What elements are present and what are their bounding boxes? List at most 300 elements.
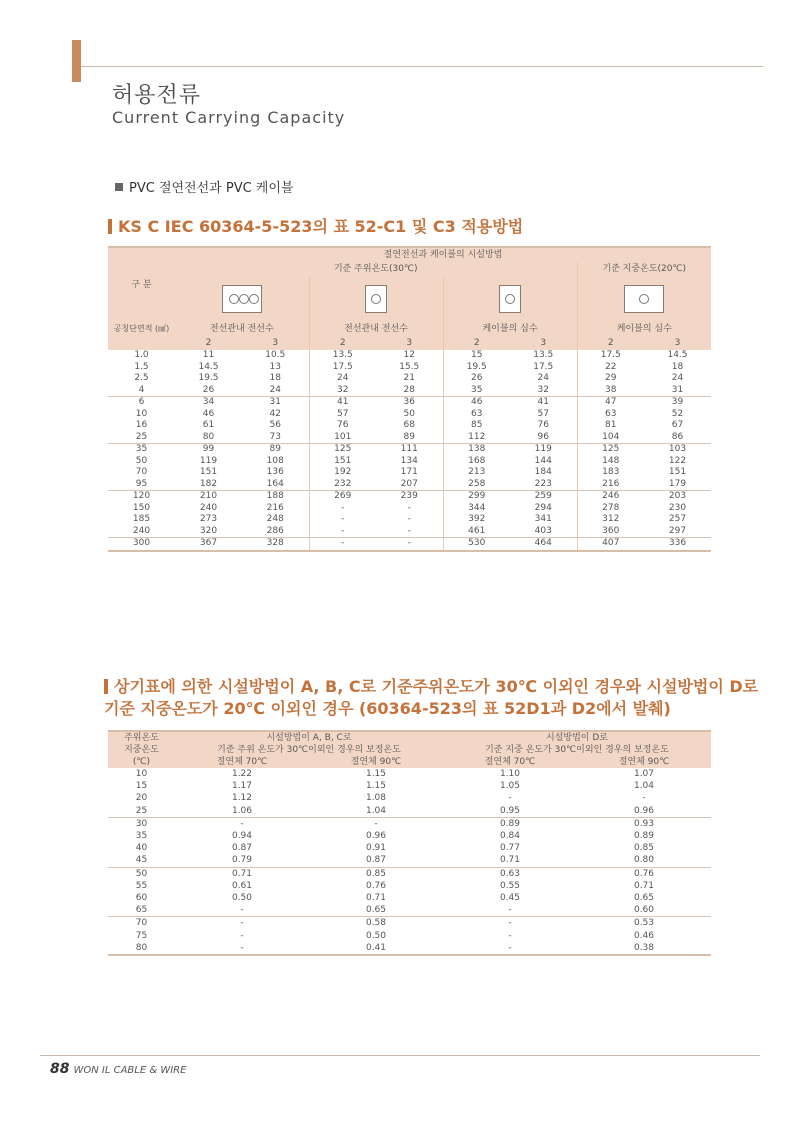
temperature-cell: 75 bbox=[135, 930, 148, 941]
ampacity-cell: 344 bbox=[468, 502, 486, 513]
cable-in-wall-icon bbox=[222, 285, 262, 313]
factor-cell: 0.87 bbox=[365, 855, 387, 866]
table-row bbox=[108, 854, 711, 867]
insul-label: 절연체 70℃ bbox=[175, 756, 309, 768]
temperature-cell: 45 bbox=[135, 855, 148, 866]
ampacity-cell: 103 bbox=[644, 444, 711, 456]
temperature-cell: 25 bbox=[135, 805, 148, 816]
ampacity-cell: 216 bbox=[602, 478, 620, 489]
ampacity-cell: 134 bbox=[376, 456, 443, 468]
ampacity-cell: 13.5 bbox=[332, 350, 353, 360]
factor-cell: 0.60 bbox=[633, 905, 655, 916]
ampacity-cell: 24 bbox=[510, 373, 577, 385]
ampacity-cell: 125 bbox=[577, 444, 644, 456]
ampacity-cell: 232 bbox=[334, 478, 352, 489]
core-count: 3 bbox=[510, 336, 577, 350]
factor-cell: 1.05 bbox=[499, 781, 521, 792]
ampacity-cell: 216 bbox=[242, 503, 309, 515]
factor-cell: 0.71 bbox=[499, 855, 521, 866]
core-count: 2 bbox=[443, 336, 510, 350]
ampacity-cell: 184 bbox=[510, 467, 577, 479]
ampacity-cell: 14.5 bbox=[667, 350, 688, 360]
table-row bbox=[108, 514, 711, 526]
area-cell: 50 bbox=[135, 455, 148, 466]
ampacity-cell: 183 bbox=[602, 467, 620, 477]
ampacity-cell: 85 bbox=[471, 420, 483, 430]
insul-label: 절연체 70℃ bbox=[443, 756, 577, 768]
ampacity-cell: 179 bbox=[668, 478, 687, 489]
ampacity-cell: 168 bbox=[468, 455, 486, 466]
ampacity-cell: 171 bbox=[376, 467, 443, 479]
ampacity-cell: 125 bbox=[309, 444, 376, 456]
ampacity-cell: 530 bbox=[443, 538, 510, 551]
ampacity-cell: 61 bbox=[202, 420, 215, 430]
factor-cell: 0.89 bbox=[443, 817, 577, 830]
ampacity-cell: - bbox=[341, 502, 345, 513]
factor-cell: 0.65 bbox=[633, 893, 655, 904]
ampacity-cell: 18 bbox=[671, 361, 684, 372]
header-ambient-30: 기준 주위온도(30℃) bbox=[175, 262, 577, 276]
ampacity-cell: 42 bbox=[242, 409, 309, 421]
factor-cell: 0.46 bbox=[633, 930, 655, 941]
ampacity-cell: 26 bbox=[202, 384, 215, 395]
factor-cell: 0.77 bbox=[499, 843, 521, 854]
ampacity-cell: 11 bbox=[202, 350, 215, 360]
area-cell: 16 bbox=[135, 420, 148, 430]
factor-cell: 0.91 bbox=[365, 843, 387, 854]
header-install-method: 절연전선과 케이블의 시설방법 bbox=[175, 247, 711, 262]
ampacity-cell: 80 bbox=[202, 431, 215, 442]
ampacity-cell: 111 bbox=[376, 444, 443, 456]
ampacity-cell: 299 bbox=[443, 491, 510, 503]
company-name: WON IL CABLE & WIRE bbox=[73, 1065, 187, 1076]
table-row bbox=[108, 362, 711, 374]
temperature-cell: 70 bbox=[108, 917, 175, 930]
ampacity-cell: 76 bbox=[510, 420, 577, 432]
ampacity-cell: 86 bbox=[671, 431, 684, 442]
core-count: 3 bbox=[376, 336, 443, 350]
area-cell: 2.5 bbox=[134, 373, 149, 383]
table-row bbox=[108, 930, 711, 942]
factor-cell: 0.71 bbox=[365, 893, 387, 904]
area-cell: 25 bbox=[135, 431, 148, 442]
factor-cell: 0.58 bbox=[309, 917, 443, 930]
table-row bbox=[108, 792, 711, 804]
ampacity-cell: 35 bbox=[471, 384, 483, 395]
factor-cell: 1.08 bbox=[365, 793, 387, 804]
ampacity-cell: 392 bbox=[468, 514, 486, 524]
factor-cell: 0.85 bbox=[309, 867, 443, 880]
ampacity-cell: 17.5 bbox=[332, 361, 353, 372]
table-row bbox=[108, 491, 711, 503]
ampacity-cell: 273 bbox=[199, 514, 218, 524]
factor-cell: 0.38 bbox=[577, 942, 711, 955]
temperature-cell: 20 bbox=[135, 793, 148, 804]
ampacity-cell: 56 bbox=[242, 420, 309, 432]
ampacity-cell: 188 bbox=[242, 491, 309, 503]
table2-heading: 상기표에 의한 시설방법이 A, B, C로 기준주위온도가 30℃ 이외인 경우와 시설방법이 D로 기준 지중온도가 20℃ 이외인 경우 (60364-523의 표 52D1과 D2에서 발췌) bbox=[104, 677, 759, 718]
footer bbox=[50, 1061, 186, 1077]
ampacity-cell: 136 bbox=[242, 467, 309, 479]
ampacity-cell: 81 bbox=[605, 420, 617, 430]
table-row bbox=[108, 432, 711, 444]
ampacity-cell: 239 bbox=[376, 491, 443, 503]
table-row bbox=[108, 817, 711, 830]
ampacity-cell: 240 bbox=[199, 502, 218, 513]
area-cell: 150 bbox=[132, 502, 151, 513]
abc-header: 시설방법이 A, B, C로 bbox=[175, 731, 443, 744]
ampacity-cell: 89 bbox=[242, 444, 309, 456]
ampacity-cell: 122 bbox=[668, 455, 687, 466]
factor-cell: 1.07 bbox=[633, 769, 655, 779]
ampacity-cell: 38 bbox=[605, 384, 617, 395]
factor-cell: - bbox=[508, 905, 512, 916]
factor-cell: 0.76 bbox=[577, 867, 711, 880]
ampacity-cell: 182 bbox=[199, 478, 218, 489]
table-row bbox=[108, 373, 711, 385]
ampacity-cell: 360 bbox=[602, 525, 620, 536]
area-cell: 240 bbox=[132, 525, 151, 536]
col-gubun: 구 분 bbox=[108, 247, 175, 322]
ampacity-cell: 461 bbox=[468, 525, 486, 536]
table-row bbox=[108, 942, 711, 955]
table-row bbox=[108, 780, 711, 792]
ampacity-cell: 15 bbox=[471, 350, 483, 360]
method-label: 전선관내 전선수 bbox=[175, 322, 309, 336]
ampacity-cell: - bbox=[309, 538, 376, 551]
ampacity-cell: 328 bbox=[242, 538, 309, 551]
insul-label: 절연체 90℃ bbox=[309, 756, 443, 768]
page-subtitle: Current Carrying Capacity bbox=[112, 108, 346, 127]
ampacity-cell: - bbox=[376, 514, 443, 526]
ampacity-cell: 210 bbox=[175, 491, 242, 503]
factor-cell: - bbox=[175, 942, 309, 955]
factor-cell: 1.17 bbox=[231, 781, 253, 792]
table-row bbox=[108, 538, 711, 551]
factor-cell: 1.22 bbox=[231, 769, 253, 779]
table1-heading: KS C IEC 60364-5-523의 표 52-C1 및 C3 적용방법 bbox=[108, 214, 523, 237]
ampacity-cell: 12 bbox=[376, 350, 443, 362]
ampacity-cell: 203 bbox=[644, 491, 711, 503]
ampacity-cell: 297 bbox=[668, 525, 687, 536]
factor-cell: - bbox=[508, 793, 512, 804]
temperature-cell: 80 bbox=[108, 942, 175, 955]
ampacity-cell: 47 bbox=[577, 397, 644, 409]
area-cell: 10 bbox=[135, 408, 148, 419]
ampacity-cell: 151 bbox=[199, 467, 218, 477]
correction-factor-table bbox=[108, 730, 711, 956]
ampacity-cell: 10.5 bbox=[242, 350, 309, 362]
table-row bbox=[108, 768, 711, 780]
ampacity-cell: 41 bbox=[309, 397, 376, 409]
core-count: 2 bbox=[577, 336, 644, 350]
ampacity-cell: 31 bbox=[671, 384, 684, 395]
heading-bar-icon bbox=[104, 679, 108, 694]
ampacity-cell: 119 bbox=[510, 444, 577, 456]
temperature-cell: 65 bbox=[135, 905, 148, 916]
ampacity-cell: 207 bbox=[376, 479, 443, 491]
core-count: 2 bbox=[309, 336, 376, 350]
ampacity-cell: 119 bbox=[199, 455, 218, 466]
table-row bbox=[108, 805, 711, 818]
factor-cell: 0.85 bbox=[633, 843, 655, 854]
heading-bar-icon bbox=[108, 219, 112, 234]
ampacity-cell: 24 bbox=[242, 385, 309, 397]
factor-cell: 0.53 bbox=[577, 917, 711, 930]
ampacity-cell: 13 bbox=[242, 362, 309, 374]
table-row bbox=[108, 409, 711, 421]
table-row bbox=[108, 503, 711, 515]
ampacity-cell: 24 bbox=[337, 373, 349, 383]
ampacity-cell: 336 bbox=[644, 538, 711, 551]
factor-cell: 0.96 bbox=[365, 831, 387, 842]
temperature-cell: 30 bbox=[108, 817, 175, 830]
factor-cell: - bbox=[642, 793, 646, 804]
ampacity-cell: 67 bbox=[671, 420, 684, 430]
ampacity-cell: 15.5 bbox=[376, 362, 443, 374]
factor-cell: - bbox=[175, 817, 309, 830]
ampacity-cell: 14.5 bbox=[198, 361, 219, 372]
ampacity-cell: 57 bbox=[510, 409, 577, 421]
area-cell: 300 bbox=[108, 538, 175, 551]
table-row bbox=[108, 420, 711, 432]
factor-cell: 0.76 bbox=[365, 880, 387, 891]
factor-cell: 1.06 bbox=[231, 805, 253, 816]
factor-cell: - bbox=[443, 917, 577, 930]
page-title: 허용전류 bbox=[112, 83, 202, 108]
factor-cell: 1.15 bbox=[365, 781, 387, 792]
ampacity-cell: 28 bbox=[376, 385, 443, 397]
ampacity-cell: 63 bbox=[471, 408, 483, 419]
ampacity-cell: 32 bbox=[337, 384, 349, 395]
factor-cell: 0.45 bbox=[499, 893, 521, 904]
ampacity-cell: 259 bbox=[510, 491, 577, 503]
ampacity-cell: 257 bbox=[668, 514, 687, 524]
insul-label: 절연체 90℃ bbox=[577, 756, 711, 768]
factor-cell: 0.65 bbox=[365, 905, 387, 916]
factor-cell: 0.50 bbox=[231, 893, 253, 904]
ampacity-cell: 286 bbox=[242, 526, 309, 538]
underground-cable-icon bbox=[624, 285, 664, 313]
ampacity-cell: 26 bbox=[471, 373, 483, 383]
factor-cell: - bbox=[240, 905, 244, 916]
ampacity-cell: 248 bbox=[242, 514, 309, 526]
ampacity-cell: 63 bbox=[605, 408, 617, 419]
factor-cell: 1.04 bbox=[365, 805, 387, 816]
ampacity-cell: 269 bbox=[309, 491, 376, 503]
ampacity-cell: 320 bbox=[199, 525, 218, 536]
table-row bbox=[108, 479, 711, 491]
core-count: 2 bbox=[175, 336, 242, 350]
ampacity-cell: - bbox=[376, 538, 443, 551]
table-row bbox=[108, 467, 711, 479]
ampacity-cell: 294 bbox=[510, 503, 577, 515]
factor-cell: 1.12 bbox=[231, 793, 253, 804]
section-label: PVC 절연전선과 PVC 케이블 bbox=[115, 177, 293, 196]
ampacity-cell: 164 bbox=[242, 479, 309, 491]
ampacity-cell: 89 bbox=[376, 432, 443, 444]
table-row bbox=[108, 880, 711, 892]
col-area: 공칭단면적 (㎟) bbox=[108, 322, 175, 336]
factor-cell: - bbox=[240, 930, 244, 941]
conduit-multi-icon bbox=[499, 285, 521, 313]
factor-cell: 0.61 bbox=[231, 880, 253, 891]
temperature-cell: 55 bbox=[135, 880, 148, 891]
temperature-cell: 40 bbox=[135, 843, 148, 854]
area-cell: 6 bbox=[108, 397, 175, 409]
ampacity-table bbox=[108, 246, 711, 552]
table-row bbox=[108, 842, 711, 854]
ampacity-cell: - bbox=[341, 514, 345, 524]
area-cell: 95 bbox=[135, 478, 148, 489]
table-row bbox=[108, 904, 711, 917]
area-cell: 1.0 bbox=[134, 350, 149, 360]
core-count: 3 bbox=[644, 336, 711, 350]
ampacity-cell: 76 bbox=[337, 420, 349, 430]
ampacity-cell: 13.5 bbox=[510, 350, 577, 362]
ampacity-cell: 148 bbox=[602, 455, 620, 466]
d-header: 시설방법이 D로 bbox=[443, 731, 711, 744]
ampacity-cell: 73 bbox=[242, 432, 309, 444]
ampacity-cell: 112 bbox=[468, 431, 486, 442]
ampacity-cell: 41 bbox=[510, 397, 577, 409]
factor-cell: 0.71 bbox=[633, 880, 655, 891]
col-temp-unit: (℃) bbox=[108, 756, 175, 768]
factor-cell: 1.15 bbox=[365, 769, 387, 779]
ampacity-cell: 50 bbox=[376, 409, 443, 421]
ampacity-cell: 17.5 bbox=[600, 350, 621, 360]
ampacity-cell: 29 bbox=[605, 373, 617, 383]
area-cell: 185 bbox=[132, 514, 151, 524]
ampacity-cell: 99 bbox=[175, 444, 242, 456]
ampacity-cell: 138 bbox=[443, 444, 510, 456]
factor-cell: 0.63 bbox=[443, 867, 577, 880]
core-count: 3 bbox=[242, 336, 309, 350]
ampacity-cell: 407 bbox=[577, 538, 644, 551]
d-header-sub: 기준 지중 온도가 30℃이외인 경우의 보정온도 bbox=[443, 744, 711, 756]
ampacity-cell: 31 bbox=[242, 397, 309, 409]
ampacity-cell: 19.5 bbox=[198, 373, 219, 383]
table-row bbox=[108, 867, 711, 880]
ampacity-cell: 17.5 bbox=[510, 362, 577, 374]
ampacity-cell: 57 bbox=[337, 408, 349, 419]
factor-cell: 0.71 bbox=[175, 867, 309, 880]
conduit-single-icon bbox=[365, 285, 387, 313]
area-cell: 4 bbox=[138, 384, 145, 395]
abc-header-sub: 기준 주위 온도가 30℃이외인 경우의 보정온도 bbox=[175, 744, 443, 756]
method-label: 케이블의 심수 bbox=[443, 322, 577, 336]
ampacity-cell: 312 bbox=[602, 514, 620, 524]
ampacity-cell: 144 bbox=[510, 456, 577, 468]
header-accent-bar bbox=[72, 40, 81, 82]
ampacity-cell: 403 bbox=[510, 526, 577, 538]
header-rule bbox=[81, 66, 763, 67]
method-label: 케이블의 심수 bbox=[577, 322, 711, 336]
ampacity-cell: 341 bbox=[510, 514, 577, 526]
table-row bbox=[108, 397, 711, 409]
footer-rule bbox=[40, 1055, 760, 1056]
ampacity-cell: 246 bbox=[577, 491, 644, 503]
header-ground-20: 기준 지중온도(20℃) bbox=[577, 262, 711, 276]
ampacity-cell: 19.5 bbox=[466, 361, 487, 372]
factor-cell: 0.96 bbox=[633, 805, 655, 816]
ampacity-cell: 24 bbox=[671, 373, 684, 383]
ampacity-cell: 34 bbox=[175, 397, 242, 409]
area-cell: 35 bbox=[108, 444, 175, 456]
ampacity-cell: 21 bbox=[376, 373, 443, 385]
ampacity-cell: 101 bbox=[334, 431, 352, 442]
factor-cell: - bbox=[175, 917, 309, 930]
factor-cell: 0.93 bbox=[577, 817, 711, 830]
square-bullet-icon bbox=[115, 183, 123, 191]
factor-cell: 0.41 bbox=[309, 942, 443, 955]
ampacity-cell: 46 bbox=[443, 397, 510, 409]
ampacity-cell: 18 bbox=[242, 373, 309, 385]
area-cell: 1.5 bbox=[134, 361, 149, 372]
ampacity-cell: 464 bbox=[510, 538, 577, 551]
ampacity-cell: 104 bbox=[602, 431, 620, 442]
table-row bbox=[108, 350, 711, 362]
area-cell: 120 bbox=[108, 491, 175, 503]
ampacity-cell: 278 bbox=[602, 502, 620, 513]
factor-cell: 0.50 bbox=[365, 930, 387, 941]
factor-cell: - bbox=[443, 942, 577, 955]
ampacity-cell: 36 bbox=[376, 397, 443, 409]
ampacity-cell: 46 bbox=[202, 408, 215, 419]
ampacity-cell: 258 bbox=[468, 478, 486, 489]
ampacity-cell: 96 bbox=[510, 432, 577, 444]
factor-cell: 0.84 bbox=[499, 831, 521, 842]
ampacity-cell: 32 bbox=[510, 385, 577, 397]
factor-cell: - bbox=[309, 817, 443, 830]
factor-cell: 1.04 bbox=[633, 781, 655, 792]
col-temp-label: 지중온도 bbox=[108, 744, 175, 756]
temperature-cell: 10 bbox=[135, 769, 148, 779]
factor-cell: 0.55 bbox=[499, 880, 521, 891]
temperature-cell: 15 bbox=[135, 781, 148, 792]
ampacity-cell: 192 bbox=[334, 467, 352, 477]
ampacity-cell: - bbox=[376, 503, 443, 515]
table-row bbox=[108, 892, 711, 904]
ampacity-cell: 22 bbox=[605, 361, 617, 372]
ampacity-cell: 108 bbox=[242, 456, 309, 468]
factor-cell: 1.10 bbox=[499, 769, 521, 779]
table-row bbox=[108, 456, 711, 468]
ampacity-cell: - bbox=[341, 525, 345, 536]
table-row bbox=[108, 526, 711, 538]
ampacity-cell: 223 bbox=[510, 479, 577, 491]
temperature-cell: 60 bbox=[135, 893, 148, 904]
temperature-cell: 35 bbox=[135, 831, 148, 842]
factor-cell: 0.79 bbox=[231, 855, 253, 866]
table-row bbox=[108, 917, 711, 930]
temperature-cell: 50 bbox=[108, 867, 175, 880]
factor-cell: 0.95 bbox=[499, 805, 521, 816]
table-row bbox=[108, 444, 711, 456]
ampacity-cell: 52 bbox=[671, 408, 684, 419]
method-label: 전선관내 전선수 bbox=[309, 322, 443, 336]
ampacity-cell: 367 bbox=[175, 538, 242, 551]
factor-cell: 0.94 bbox=[231, 831, 253, 842]
area-cell: 70 bbox=[135, 467, 148, 477]
factor-cell: 0.80 bbox=[633, 855, 655, 866]
ampacity-cell: 151 bbox=[668, 467, 687, 477]
factor-cell: 0.87 bbox=[231, 843, 253, 854]
ampacity-cell: 213 bbox=[468, 467, 486, 477]
page-number: 88 bbox=[50, 1061, 70, 1077]
ampacity-cell: - bbox=[376, 526, 443, 538]
ampacity-cell: 151 bbox=[334, 455, 352, 466]
